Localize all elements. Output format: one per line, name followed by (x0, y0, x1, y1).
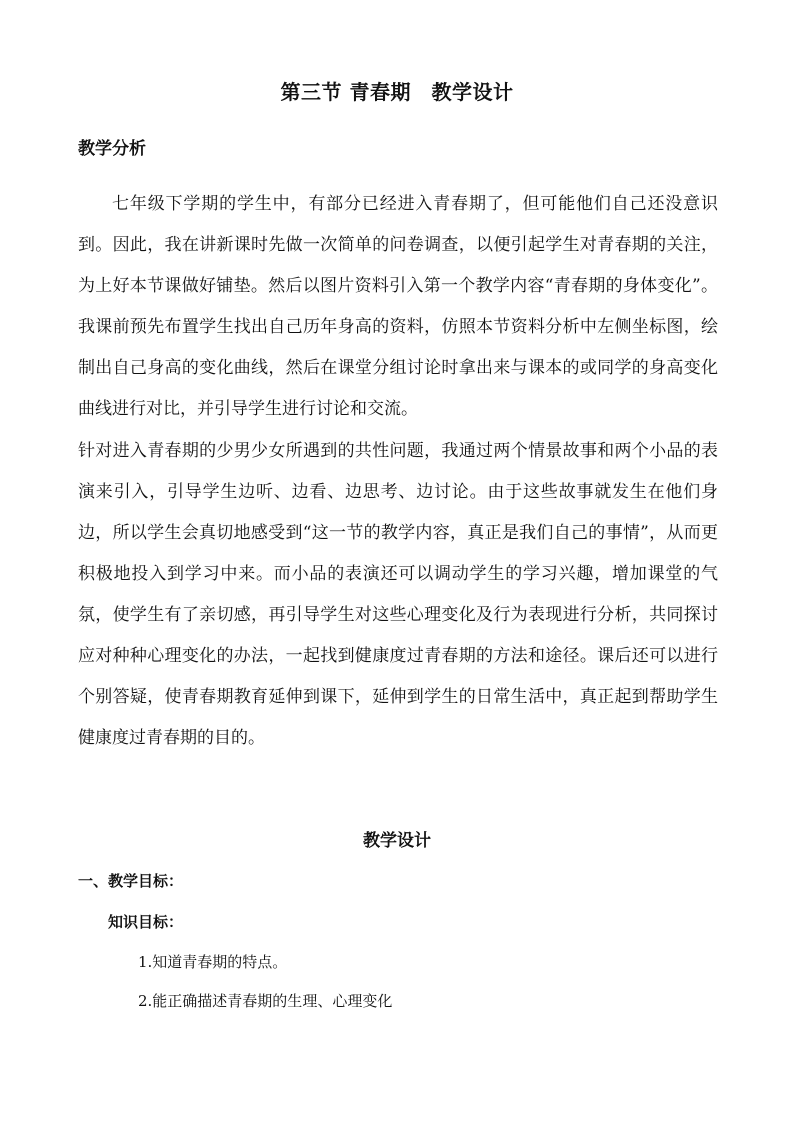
section-heading-design: 教学设计 (363, 831, 431, 851)
knowledge-item: 1.知道青春期的特点。 (138, 953, 288, 971)
analysis-paragraph-1: 七年级下学期的学生中，有部分已经进入青春期了，但可能他们自己还没意识到。因此，我在讲新课时先做一次简单的问卷调查，以便引起学生对青春期的关注，为上好本节课做好铺垫。然后以图片资料引入第一个教学内容“青春期的身体变化”。我课前预先布置学生找出自己历年身高的资料，仿照本节资料分析中左侧坐标图，绘制出自己身高的变化曲线，然后在课堂分组讨论时拿出来与课本的或同学的身高变化曲线进行对比，并引导学生进行讨论和交流。 (78, 194, 718, 420)
document-title: 第三节 青春期 教学设计 (280, 80, 514, 104)
objectives-heading: 一、教学目标： (78, 872, 184, 890)
knowledge-item: 2.能正确描述青春期的生理、心理变化 (138, 992, 393, 1010)
analysis-paragraph-2: 针对进入青春期的少男少女所遇到的共性问题，我通过两个情景故事和两个小品的表演来引入，引导学生边听、边看、边思考、边讨论。由于这些故事就发生在他们身边，所以学生会真切地感受到“这一节的教学内容，真正是我们自己的事情”，从而更积极地投入到学习中来。而小品的表演还可以调动学生的学习兴趣，增加课堂的气氛，使学生有了亲切感，再引导学生对这些心理变化及行为表现进行分析，共同探讨应对种种心理变化的办法，一起找到健康度过青春期的方法和途径。课后还可以进行个别答疑，使青春期教育延伸到课下，延伸到学生的日常生活中，真正起到帮助学生健康度过青春期的目的。 (78, 440, 718, 749)
analysis-body (78, 184, 718, 759)
knowledge-objectives-heading: 知识目标： (108, 913, 184, 931)
section-heading-analysis: 教学分析 (78, 139, 146, 159)
